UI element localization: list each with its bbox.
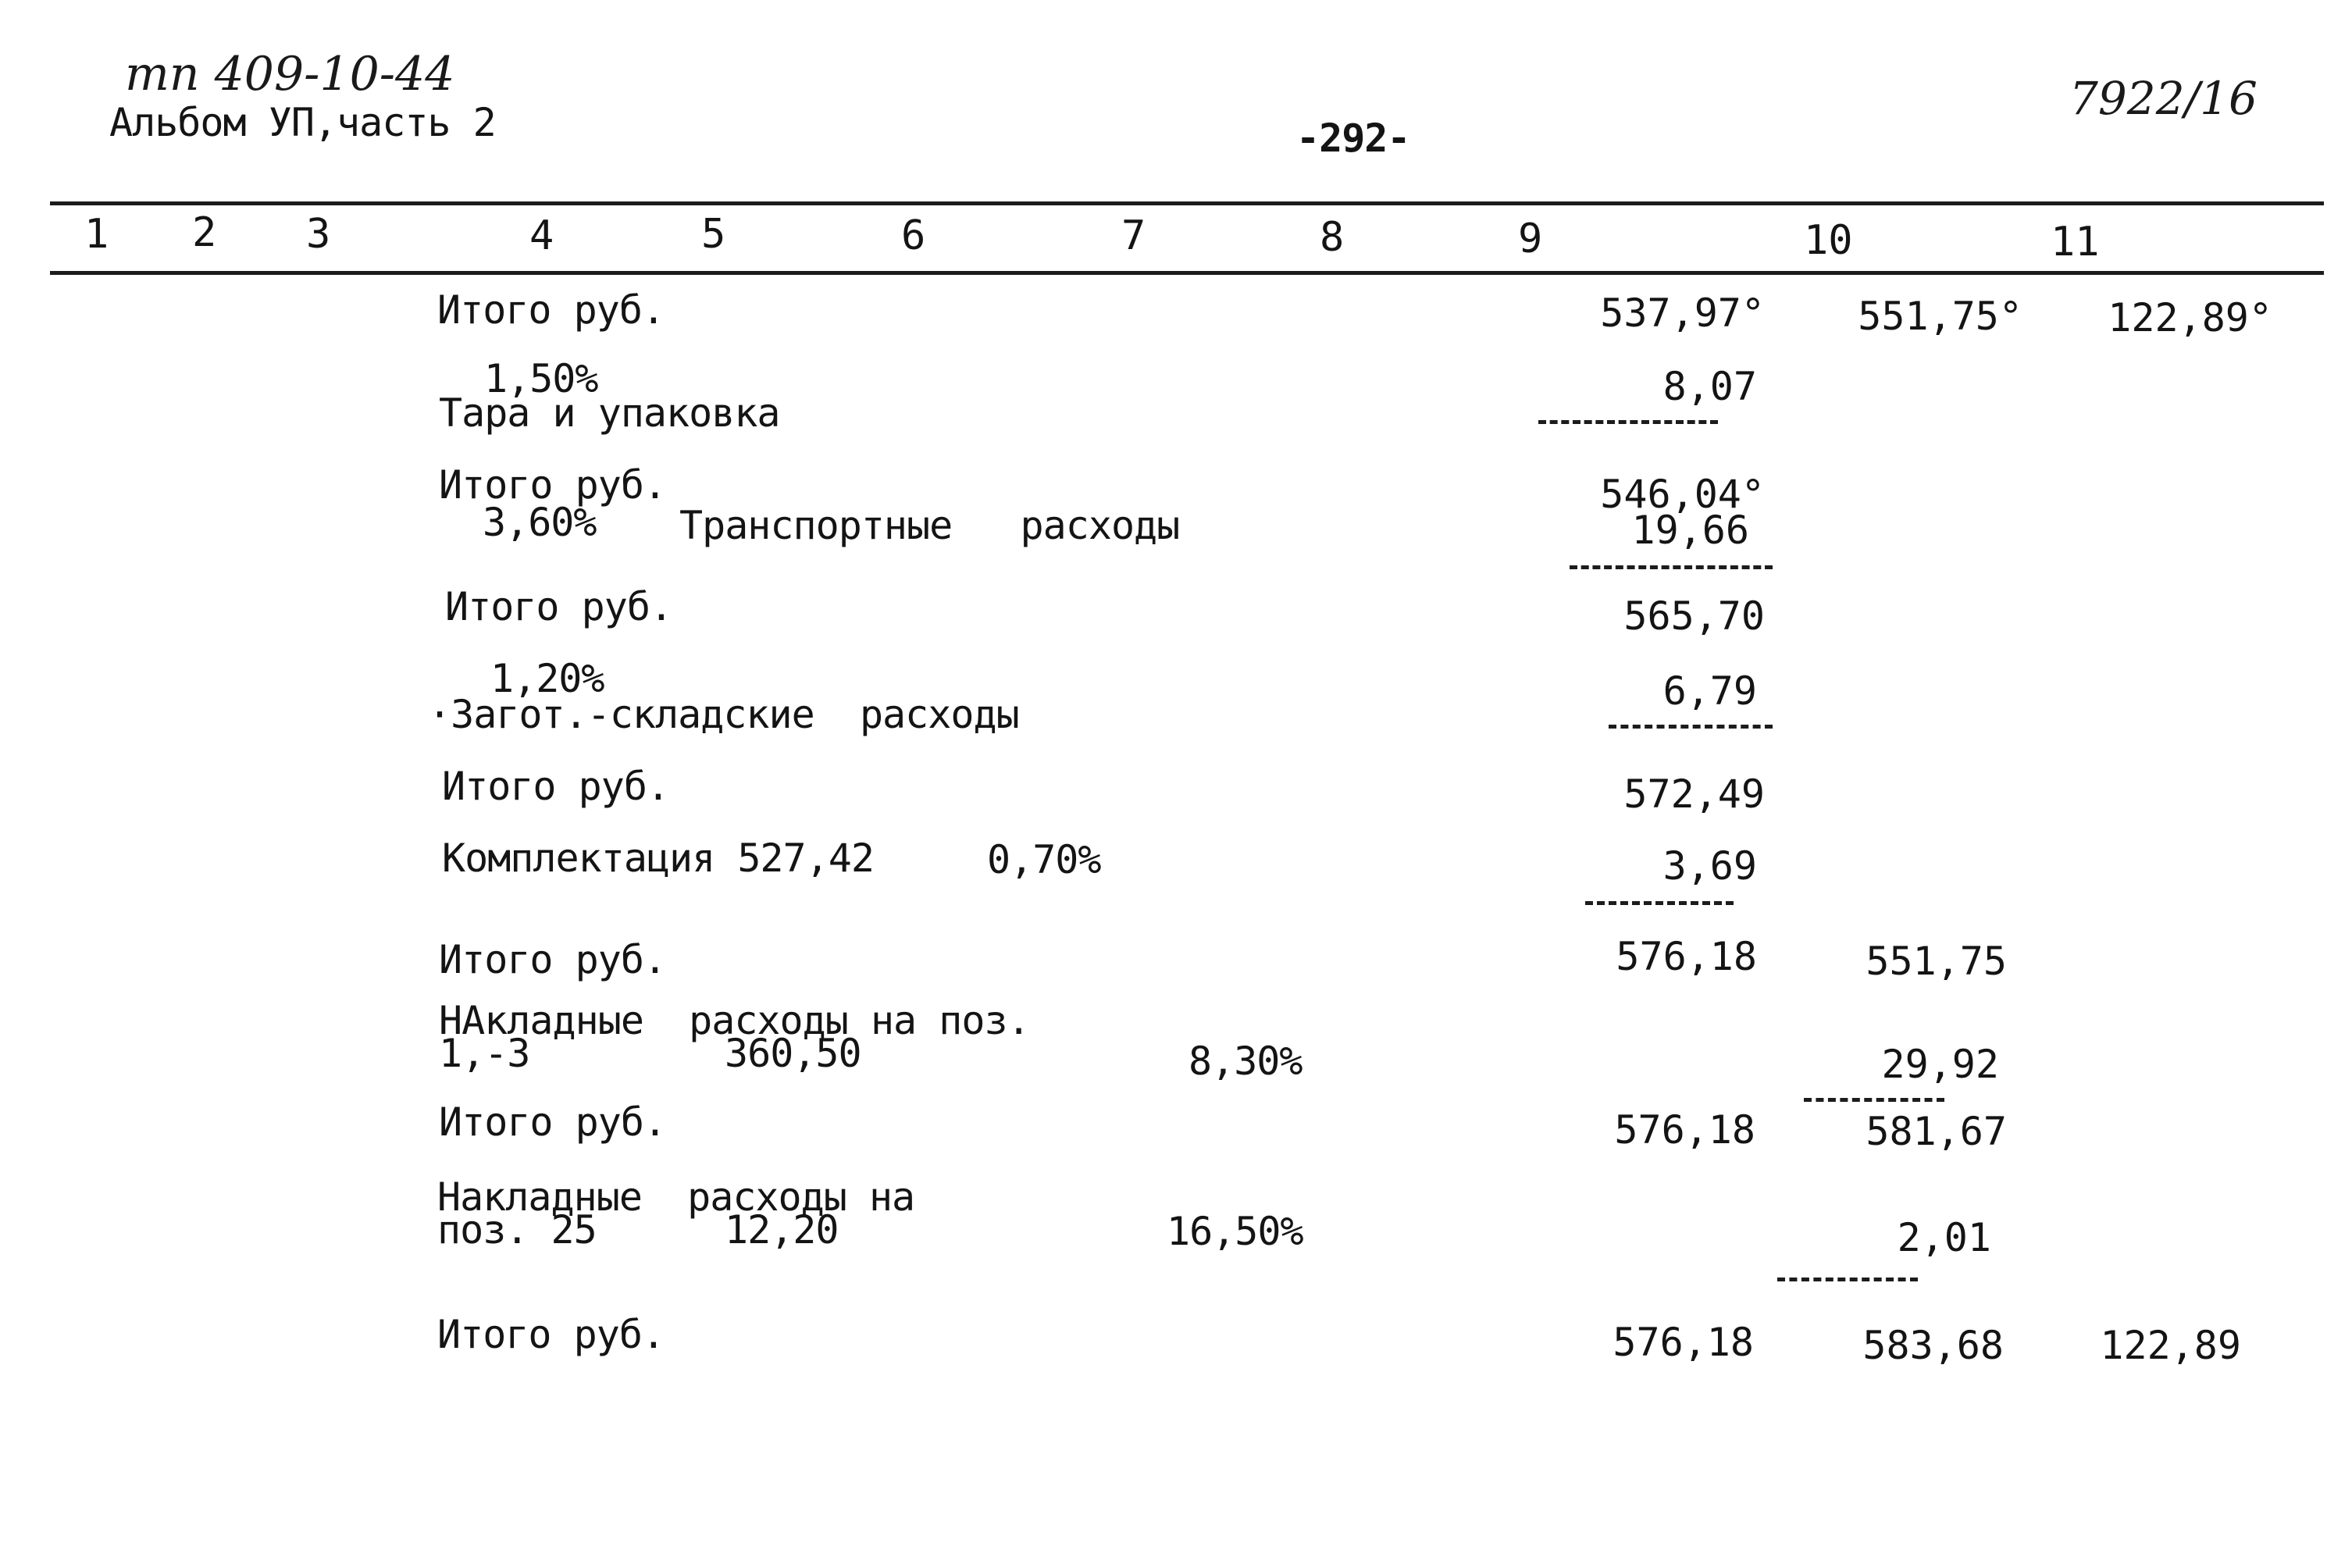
col9-value: 19,66	[1631, 508, 1749, 553]
album-title: Альбом УП,часть 2	[109, 100, 496, 145]
row-label: Итого руб.	[442, 764, 670, 809]
top-rule	[50, 201, 2324, 205]
archive-stamp: 7922/16	[2069, 72, 2258, 125]
col10-value: 583,68	[1862, 1323, 2004, 1368]
column-number: 9	[1518, 216, 1543, 262]
column-number: 4	[529, 212, 554, 259]
col9-value: 572,49	[1623, 772, 1765, 817]
col9-value: 576,18	[1614, 1107, 1755, 1153]
row-label: Накладные расходы на	[437, 1174, 915, 1220]
column-number: 7	[1121, 212, 1146, 259]
col9-value: 3,69	[1662, 843, 1757, 889]
page-number: -292-	[1296, 116, 1410, 161]
row-label: ·Загот.-складские расходы	[428, 692, 1019, 737]
row-label: Итого руб.	[439, 462, 667, 508]
rate-value: 1,50%	[484, 356, 598, 401]
column-number: 2	[192, 209, 217, 256]
row-label: Итого руб.	[439, 1099, 667, 1145]
col11-value: 122,89°	[2108, 295, 2272, 340]
dashed-rule	[1585, 901, 1734, 905]
column-number: 1	[84, 211, 109, 258]
rate-value: 3,60%	[483, 500, 597, 545]
column-number: 10	[1804, 217, 1853, 264]
dashed-rule	[1538, 420, 1718, 424]
column-number: 3	[306, 211, 331, 258]
rate-value: 0,70%	[987, 837, 1101, 882]
dashed-rule	[1804, 1098, 1944, 1102]
col9-value: 6,79	[1662, 668, 1757, 714]
col10-value: 551,75	[1866, 939, 2007, 984]
col11-value: 122,89	[2100, 1323, 2241, 1368]
column-number: 11	[2051, 219, 2100, 265]
dashed-rule	[1570, 565, 1773, 569]
row-label-continued: поз. 25	[437, 1207, 597, 1253]
col10-value: 551,75°	[1858, 294, 2022, 339]
row-label: Итого руб.	[445, 584, 673, 629]
row-label: Итого руб.	[437, 1312, 665, 1357]
dashed-rule	[1777, 1278, 1918, 1281]
col9-value: 565,70	[1623, 593, 1765, 639]
col9-value: 576,18	[1613, 1320, 1754, 1365]
row-label: Комплектация 527,42	[442, 836, 874, 881]
col10-value: 2,01	[1897, 1215, 1991, 1260]
col9-value: 546,04°	[1600, 472, 1765, 517]
rate-value: 1,20%	[490, 656, 604, 701]
column-header-rule	[50, 271, 2324, 275]
col9-value: 8,07	[1662, 364, 1757, 409]
row-label-continued: 1,-3	[439, 1031, 530, 1076]
row-label: Итого руб.	[439, 937, 667, 982]
row-label: НАкладные расходы на поз.	[439, 998, 1030, 1043]
row-label: Тара и упаковка	[439, 390, 780, 436]
base-amount: 360,50	[725, 1031, 861, 1076]
row-label: Итого руб.	[437, 287, 665, 333]
col10-value: 29,92	[1881, 1042, 1999, 1087]
column-number: 8	[1320, 214, 1345, 261]
rate-value: 8,30%	[1188, 1039, 1303, 1084]
column-number: 6	[901, 212, 926, 259]
base-amount: 12,20	[725, 1207, 839, 1253]
rate-value: 16,50%	[1167, 1209, 1303, 1254]
col10-value: 581,67	[1866, 1109, 2007, 1154]
dashed-rule	[1609, 725, 1773, 729]
col9-value: 576,18	[1616, 934, 1757, 979]
document-code: тп 409-10-44	[125, 47, 455, 102]
column-number: 5	[701, 211, 726, 258]
row-label: Транспортные расходы	[679, 503, 1180, 548]
col9-value: 537,97°	[1600, 290, 1765, 336]
